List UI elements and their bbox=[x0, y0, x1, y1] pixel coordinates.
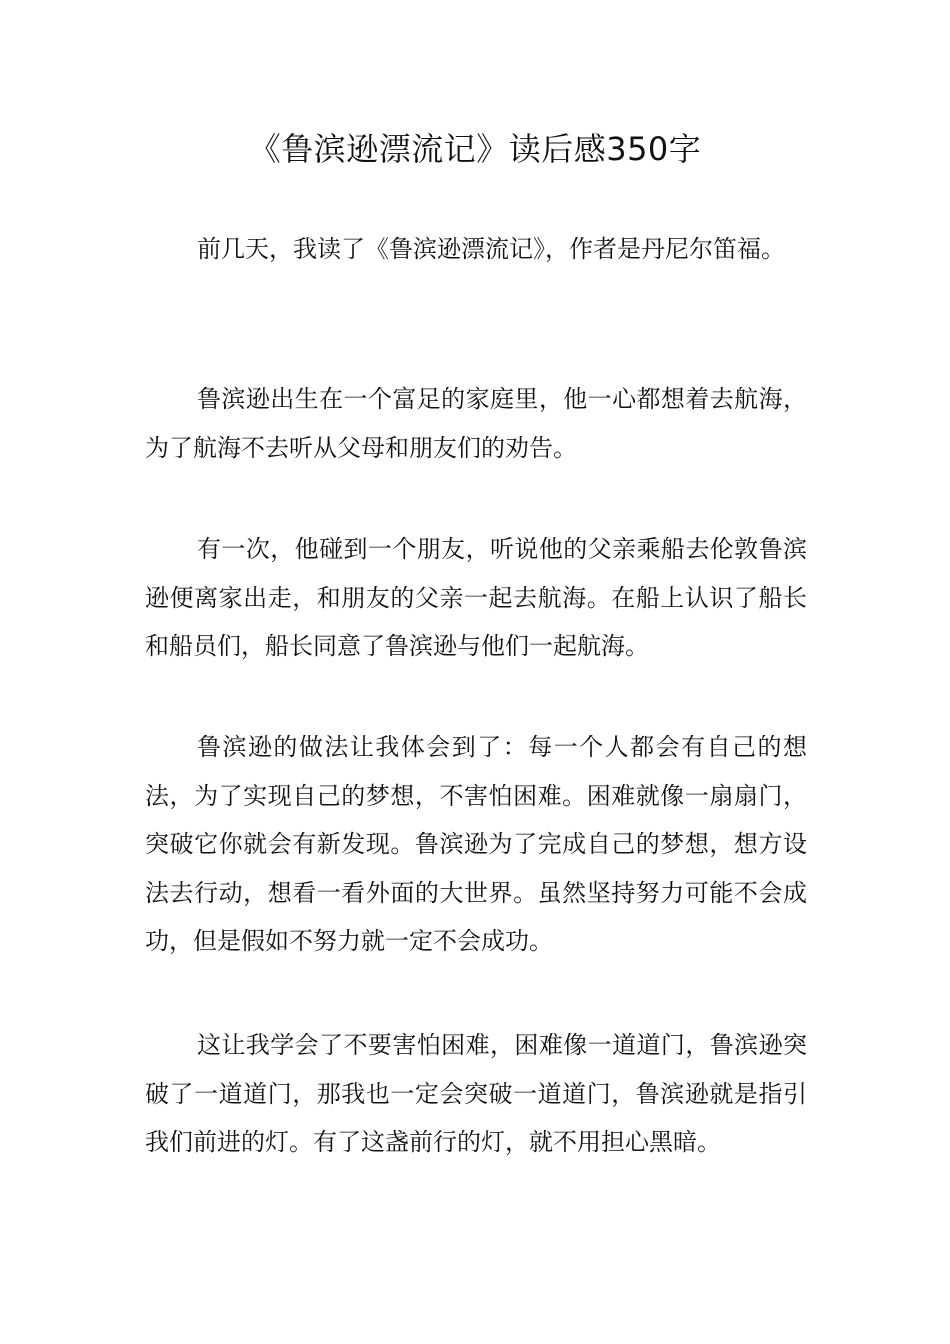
paragraph-5: 这让我学会了不要害怕困难，困难像一道道门，鲁滨逊突破了一道道门，那我也一定会突破一道道门，鲁滨逊就是指引我们前进的灯。有了这盏前行的灯，就不用担心黑暗。 bbox=[145, 1031, 807, 1156]
paragraph-1: 前几天，我读了《鲁滨逊漂流记》，作者是丹尼尔笛福。 bbox=[197, 235, 785, 263]
paragraph-3: 有一次，他碰到一个朋友，听说他的父亲乘船去伦敦鲁滨逊便离家出走，和朋友的父亲一起去航海。在船上认识了船长和船员们，船长同意了鲁滨逊与他们一起航海。 bbox=[145, 535, 807, 660]
paragraph-4: 鲁滨逊的做法让我体会到了：每一个人都会有自己的想法，为了实现自己的梦想，不害怕困难。困难就像一扇扇门，突破它你就会有新发现。鲁滨逊为了完成自己的梦想，想方设法去行动，想看一看外面的大世界。虽然坚持努力可能不会成功，但是假如不努力就一定不会成功。 bbox=[145, 733, 807, 955]
paragraph-2: 鲁滨逊出生在一个富足的家庭里，他一心都想着去航海，为了航海不去听从父母和朋友们的劝告。 bbox=[145, 385, 807, 462]
document-title: 《鲁滨逊漂流记》读后感350字 bbox=[248, 130, 702, 168]
